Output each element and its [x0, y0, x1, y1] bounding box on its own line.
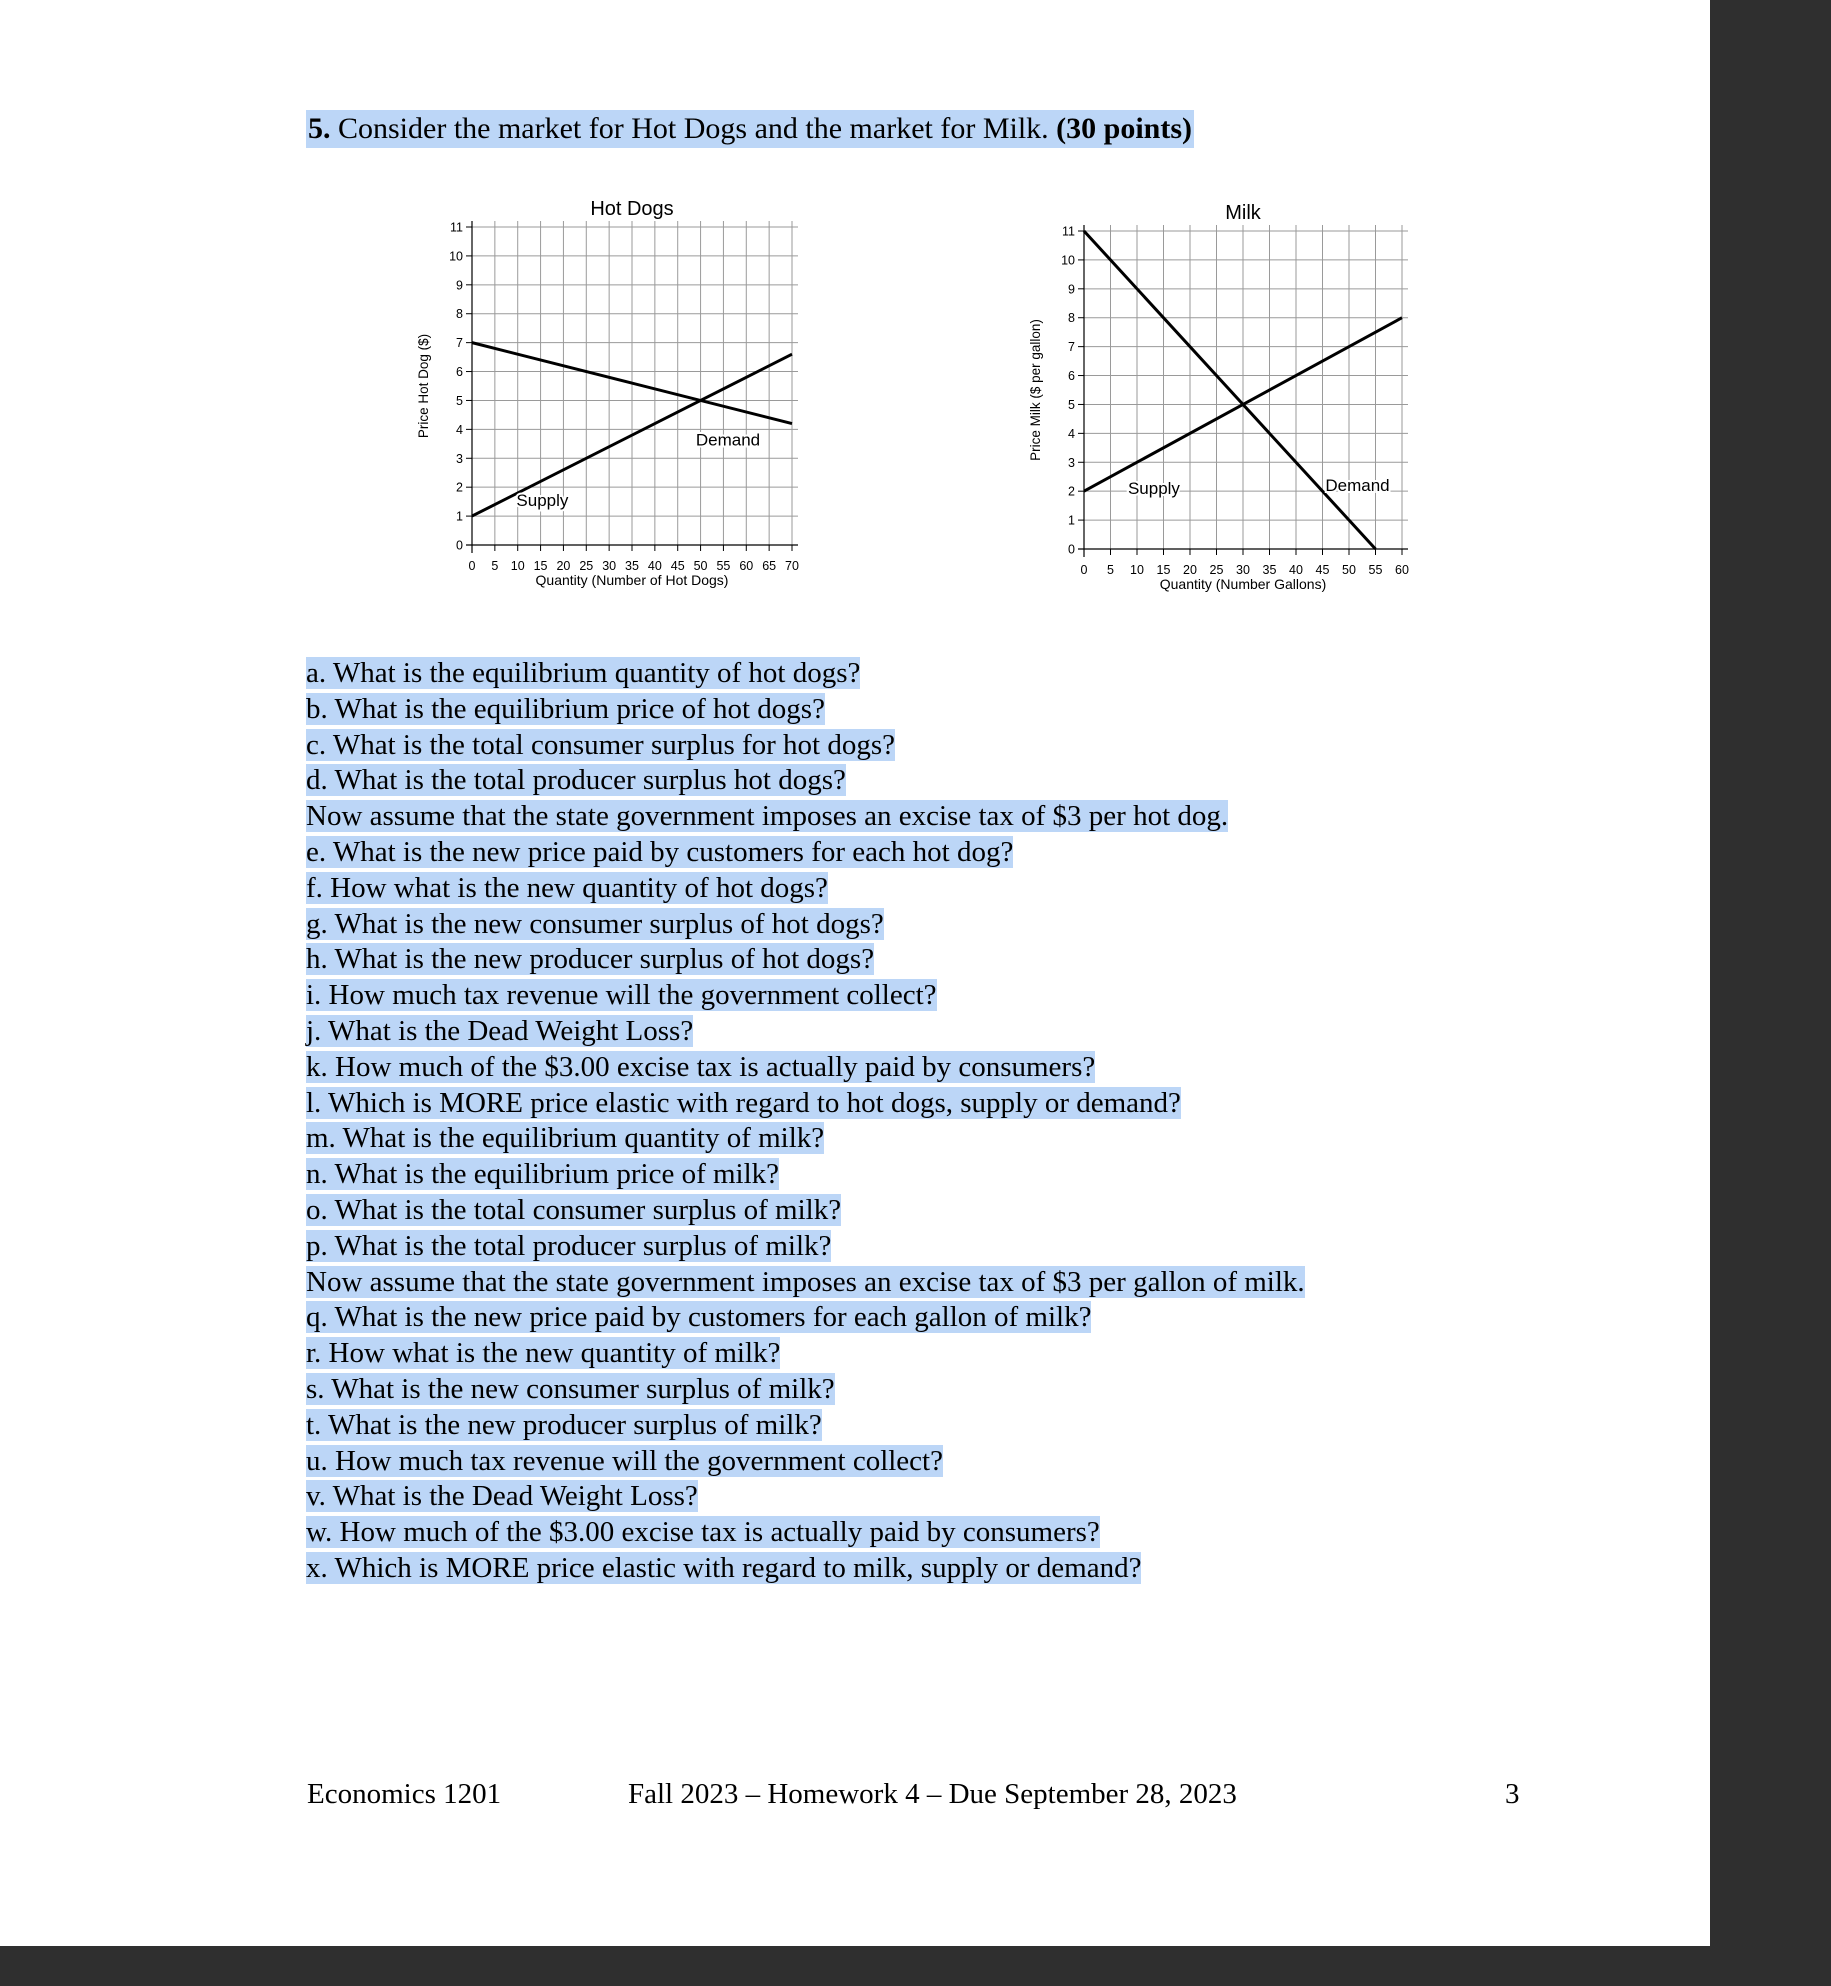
x-axis-label: Quantity (Number Gallons) [1159, 576, 1327, 592]
x-tick-label: 20 [556, 559, 571, 573]
question-heading [306, 110, 1194, 148]
x-tick-label: 55 [1368, 563, 1383, 577]
y-tick-label: 7 [456, 336, 463, 351]
grid [1084, 225, 1408, 549]
question-number: 5. [308, 112, 331, 145]
x-tick-label: 50 [1342, 563, 1356, 577]
question-item [306, 1444, 1456, 1480]
question-item-text: h. What is the new producer surplus of hot dogs? [306, 943, 875, 976]
y-tick-label: 3 [456, 451, 463, 466]
question-item [306, 1229, 1456, 1265]
y-tick-label: 8 [1068, 311, 1075, 326]
question-item [306, 1408, 1456, 1444]
question-item-text: b. What is the equilibrium price of hot dogs? [306, 692, 825, 725]
question-item [306, 799, 1456, 835]
question-item [306, 1014, 1456, 1050]
question-text: Consider the market for Hot Dogs and the market for Milk. [330, 112, 1057, 145]
x-tick-label: 25 [579, 559, 594, 573]
question-item-text: u. How much tax revenue will the government collect? [306, 1444, 943, 1477]
y-tick-label: 5 [1068, 397, 1075, 412]
question-item-text: s. What is the new consumer surplus of milk? [306, 1372, 835, 1405]
x-tick-label: 55 [716, 559, 731, 573]
question-item-text: v. What is the Dead Weight Loss? [306, 1480, 698, 1513]
x-tick-label: 45 [1315, 563, 1330, 577]
x-tick-label: 0 [468, 559, 476, 573]
x-tick-label: 5 [491, 559, 499, 573]
question-item [306, 1300, 1456, 1336]
hot-dogs-chart [408, 190, 828, 610]
y-tick-label: 4 [1068, 426, 1075, 441]
question-item-text: x. Which is MORE price elastic with regard to milk, supply or demand? [306, 1551, 1142, 1584]
series-label-demand: Demand [1325, 476, 1390, 496]
y-tick-label: 7 [1068, 340, 1075, 355]
x-tick-label: 40 [647, 559, 662, 573]
question-item-text: f. How what is the new quantity of hot dogs? [306, 871, 828, 904]
question-item [306, 692, 1456, 728]
question-item [306, 656, 1456, 692]
question-item-text: d. What is the total producer surplus hot dogs? [306, 764, 846, 797]
question-item [306, 835, 1456, 871]
question-item [306, 1193, 1456, 1229]
question-item [306, 1265, 1456, 1301]
x-axis-label: Quantity (Number of Hot Dogs) [535, 572, 729, 588]
question-item-text: p. What is the total producer surplus of milk? [306, 1229, 832, 1262]
y-tick-label: 2 [456, 480, 463, 495]
y-tick-label: 4 [456, 422, 463, 437]
viewer-sidebar [1710, 0, 1831, 1986]
question-item [306, 1050, 1456, 1086]
x-tick-label: 35 [1262, 563, 1277, 577]
footer-assignment: Fall 2023 – Homework 4 – Due September 28, 2023 [628, 1778, 1237, 1810]
y-tick-label: 1 [456, 509, 463, 524]
question-item [306, 942, 1456, 978]
y-tick-label: 6 [1068, 369, 1075, 384]
question-item [306, 871, 1456, 907]
series-label-supply: Supply [516, 490, 569, 510]
y-tick-label: 11 [450, 220, 463, 235]
y-tick-label: 3 [1068, 455, 1075, 470]
question-item-text: t. What is the new producer surplus of milk? [306, 1408, 822, 1441]
question-item [306, 1372, 1456, 1408]
question-item [306, 728, 1456, 764]
chart-title: Milk [1225, 202, 1261, 224]
y-tick-label: 0 [456, 538, 463, 553]
question-item-text: o. What is the total consumer surplus of milk? [306, 1193, 842, 1226]
x-tick-label: 35 [625, 559, 639, 573]
question-item-text: Now assume that the state government imposes an excise tax of $3 per gallon of milk. [306, 1265, 1305, 1298]
series-label-demand: Demand [695, 430, 761, 450]
footer-course: Economics 1201 [307, 1778, 502, 1810]
question-item-text: a. What is the equilibrium quantity of hot dogs? [306, 657, 861, 689]
question-list [306, 656, 1456, 1587]
milk-chart [1014, 190, 1434, 610]
x-tick-label: 20 [1183, 563, 1197, 577]
y-tick-label: 11 [1062, 224, 1075, 239]
x-tick-label: 65 [762, 559, 777, 573]
y-tick-label: 6 [456, 365, 463, 380]
question-item-text: n. What is the equilibrium price of milk? [306, 1158, 780, 1191]
question-item [306, 1551, 1456, 1587]
question-item-text: i. How much tax revenue will the government collect? [306, 979, 937, 1012]
x-tick-label: 15 [1156, 563, 1171, 577]
y-tick-label: 8 [456, 307, 463, 322]
y-tick-label: 1 [1068, 513, 1075, 528]
question-item [306, 1515, 1456, 1551]
question-item [306, 978, 1456, 1014]
question-item-text: q. What is the new price paid by customers for each gallon of milk? [306, 1301, 1092, 1334]
chart-title: Hot Dogs [590, 198, 674, 220]
series-line-demand [1084, 231, 1376, 549]
series-label-supply: Supply [1127, 479, 1180, 499]
x-tick-label: 10 [510, 559, 525, 573]
x-tick-label: 10 [1130, 563, 1144, 577]
question-item-text: Now assume that the state government imposes an excise tax of $3 per hot dog. [306, 800, 1229, 833]
question-item [306, 763, 1456, 799]
question-points: (30 points) [1056, 112, 1193, 145]
x-tick-label: 70 [785, 559, 799, 573]
question-item [306, 1121, 1456, 1157]
question-item [306, 1336, 1456, 1372]
question-item [306, 1479, 1456, 1515]
question-item-text: c. What is the total consumer surplus for hot dogs? [306, 728, 896, 761]
question-item-text: l. Which is MORE price elastic with regard to hot dogs, supply or demand? [306, 1086, 1181, 1119]
question-item-text: r. How what is the new quantity of milk? [306, 1337, 781, 1370]
x-tick-label: 15 [533, 559, 548, 573]
y-axis-label: Price Hot Dog ($) [416, 333, 431, 439]
y-tick-label: 2 [1068, 484, 1075, 499]
x-tick-label: 60 [1395, 563, 1409, 577]
milk-chart-svg [1014, 190, 1434, 610]
x-tick-label: 30 [602, 559, 617, 573]
question-item-text: w. How much of the $3.00 excise tax is actually paid by consumers? [306, 1516, 1100, 1549]
question-item [306, 1157, 1456, 1193]
question-item [306, 1086, 1456, 1122]
question-item [306, 907, 1456, 943]
y-tick-label: 10 [1061, 253, 1075, 268]
x-tick-label: 50 [693, 559, 708, 573]
y-tick-label: 9 [456, 278, 463, 293]
x-tick-label: 40 [1289, 563, 1303, 577]
question-item-text: g. What is the new consumer surplus of hot dogs? [306, 907, 884, 940]
y-tick-label: 10 [449, 249, 463, 264]
question-item-text: j. What is the Dead Weight Loss? [306, 1014, 694, 1047]
question-item-text: e. What is the new price paid by customers for each hot dog? [306, 835, 1014, 868]
x-tick-label: 0 [1080, 563, 1088, 577]
x-tick-label: 45 [670, 559, 685, 573]
y-tick-label: 9 [1068, 282, 1075, 297]
footer-page-number: 3 [1505, 1778, 1520, 1810]
y-tick-label: 0 [1068, 542, 1075, 557]
hot-dogs-chart-svg [408, 190, 828, 610]
y-axis-label: Price Milk ($ per gallon) [1028, 319, 1043, 461]
x-tick-label: 60 [739, 559, 754, 573]
x-tick-label: 25 [1209, 563, 1224, 577]
x-tick-label: 5 [1107, 563, 1114, 577]
x-tick-label: 30 [1236, 563, 1250, 577]
viewer-bottom-bar [0, 1946, 1710, 1986]
question-item-text: k. How much of the $3.00 excise tax is actually paid by consumers? [306, 1050, 1096, 1083]
y-tick-label: 5 [456, 393, 463, 408]
question-item-text: m. What is the equilibrium quantity of milk? [306, 1122, 825, 1155]
